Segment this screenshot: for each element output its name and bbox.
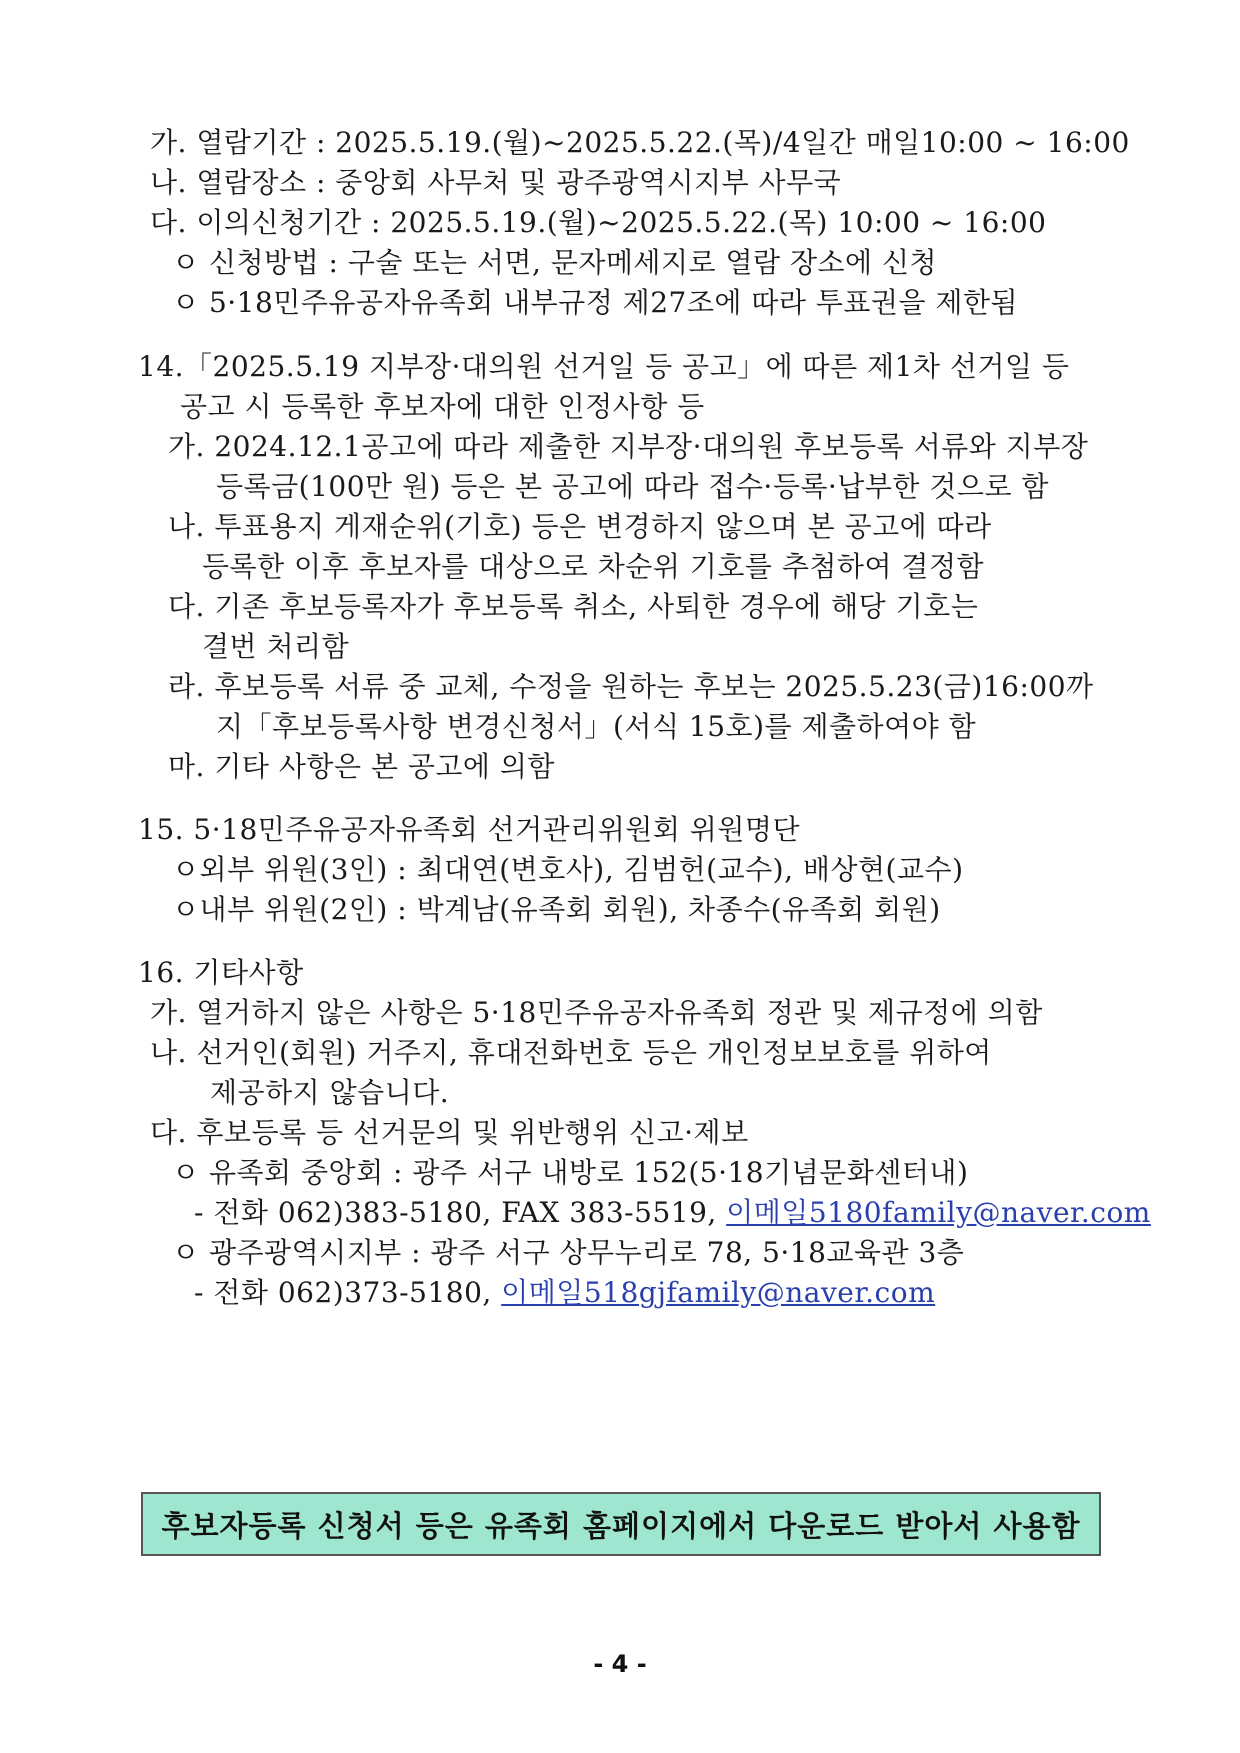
s14-item-da-line1: 다. 기존 후보등록자가 후보등록 취소, 사퇴한 경우에 해당 기호는 bbox=[168, 590, 979, 623]
s16-hq-contact-text: - 전화 062)383-5180, FAX 383-5519, bbox=[194, 1196, 727, 1229]
s13-bullet-restriction: ㅇ 5·18민주유공자유족회 내부규정 제27조에 따라 투표권을 제한됨 bbox=[172, 286, 1019, 319]
s15-internal-members: ㅇ내부 위원(2인) : 박계남(유족회 회원), 차종수(유족회 회원) bbox=[172, 893, 941, 926]
s15-title: 15. 5·18민주유공자유족회 선거관리위원회 위원명단 bbox=[138, 813, 800, 846]
branch-email-link[interactable]: 이메일518gjfamily@naver.com bbox=[501, 1276, 936, 1309]
s15-external-members: ㅇ외부 위원(3인) : 최대연(변호사), 김범헌(교수), 배상현(교수) bbox=[172, 853, 964, 886]
s14-item-na-line1: 나. 투표용지 게재순위(기호) 등은 변경하지 않으며 본 공고에 따라 bbox=[168, 510, 992, 543]
s14-item-ma: 마. 기타 사항은 본 공고에 의함 bbox=[168, 750, 555, 783]
s14-title-line2: 공고 시 등록한 후보자에 대한 인정사항 등 bbox=[180, 390, 705, 423]
download-notice-box bbox=[141, 1492, 1101, 1556]
s16-hq-contact bbox=[194, 1193, 1151, 1233]
s14-item-ga-line1: 가. 2024.12.1공고에 따라 제출한 지부장·대의원 후보등록 서류와 지부장 bbox=[168, 430, 1089, 463]
s14-title-line1: 14.「2025.5.19 지부장·대의원 선거일 등 공고」에 따른 제1차 선거일 등 bbox=[138, 350, 1070, 383]
s13-item-ga: 가. 열람기간 : 2025.5.19.(월)~2025.5.22.(목)/4일간 매일10:00 ~ 16:00 bbox=[150, 126, 1130, 159]
s16-item-da: 다. 후보등록 등 선거문의 및 위반행위 신고·제보 bbox=[150, 1116, 749, 1149]
s16-branch-contact bbox=[194, 1273, 935, 1313]
download-notice-text: 후보자등록 신청서 등은 유족회 홈페이지에서 다운로드 받아서 사용함 bbox=[161, 1508, 1081, 1543]
s16-item-na-line1: 나. 선거인(회원) 거주지, 휴대전화번호 등은 개인정보보호를 위하여 bbox=[150, 1036, 992, 1069]
s16-hq-address: ㅇ 유족회 중앙회 : 광주 서구 내방로 152(5·18기념문화센터내) bbox=[172, 1156, 969, 1189]
s13-bullet-method: ㅇ 신청방법 : 구술 또는 서면, 문자메세지로 열람 장소에 신청 bbox=[172, 246, 938, 279]
s13-item-na: 나. 열람장소 : 중앙회 사무처 및 광주광역시지부 사무국 bbox=[150, 166, 842, 199]
s16-branch-contact-text: - 전화 062)373-5180, bbox=[194, 1276, 502, 1309]
page-number: - 4 - bbox=[593, 1650, 647, 1678]
s14-item-ra-line2: 지「후보등록사항 변경신청서」(서식 15호)를 제출하여야 함 bbox=[216, 710, 977, 743]
s14-item-da-line2: 결번 처리함 bbox=[202, 630, 350, 663]
s16-item-na-line2: 제공하지 않습니다. bbox=[210, 1076, 450, 1109]
s14-item-ra-line1: 라. 후보등록 서류 중 교체, 수정을 원하는 후보는 2025.5.23(금)16:00까 bbox=[168, 670, 1094, 703]
s14-item-ga-line2: 등록금(100만 원) 등은 본 공고에 따라 접수·등록·납부한 것으로 함 bbox=[216, 470, 1049, 503]
s13-item-da: 다. 이의신청기간 : 2025.5.19.(월)~2025.5.22.(목) 10:00 ~ 16:00 bbox=[150, 206, 1047, 239]
s14-item-na-line2: 등록한 이후 후보자를 대상으로 차순위 기호를 추첨하여 결정함 bbox=[202, 550, 985, 583]
s16-title: 16. 기타사항 bbox=[138, 956, 304, 989]
s16-branch-address: ㅇ 광주광역시지부 : 광주 서구 상무누리로 78, 5·18교육관 3층 bbox=[172, 1236, 965, 1269]
hq-email-link[interactable]: 이메일5180family@naver.com bbox=[726, 1196, 1151, 1229]
s16-item-ga: 가. 열거하지 않은 사항은 5·18민주유공자유족회 정관 및 제규정에 의함 bbox=[150, 996, 1043, 1029]
